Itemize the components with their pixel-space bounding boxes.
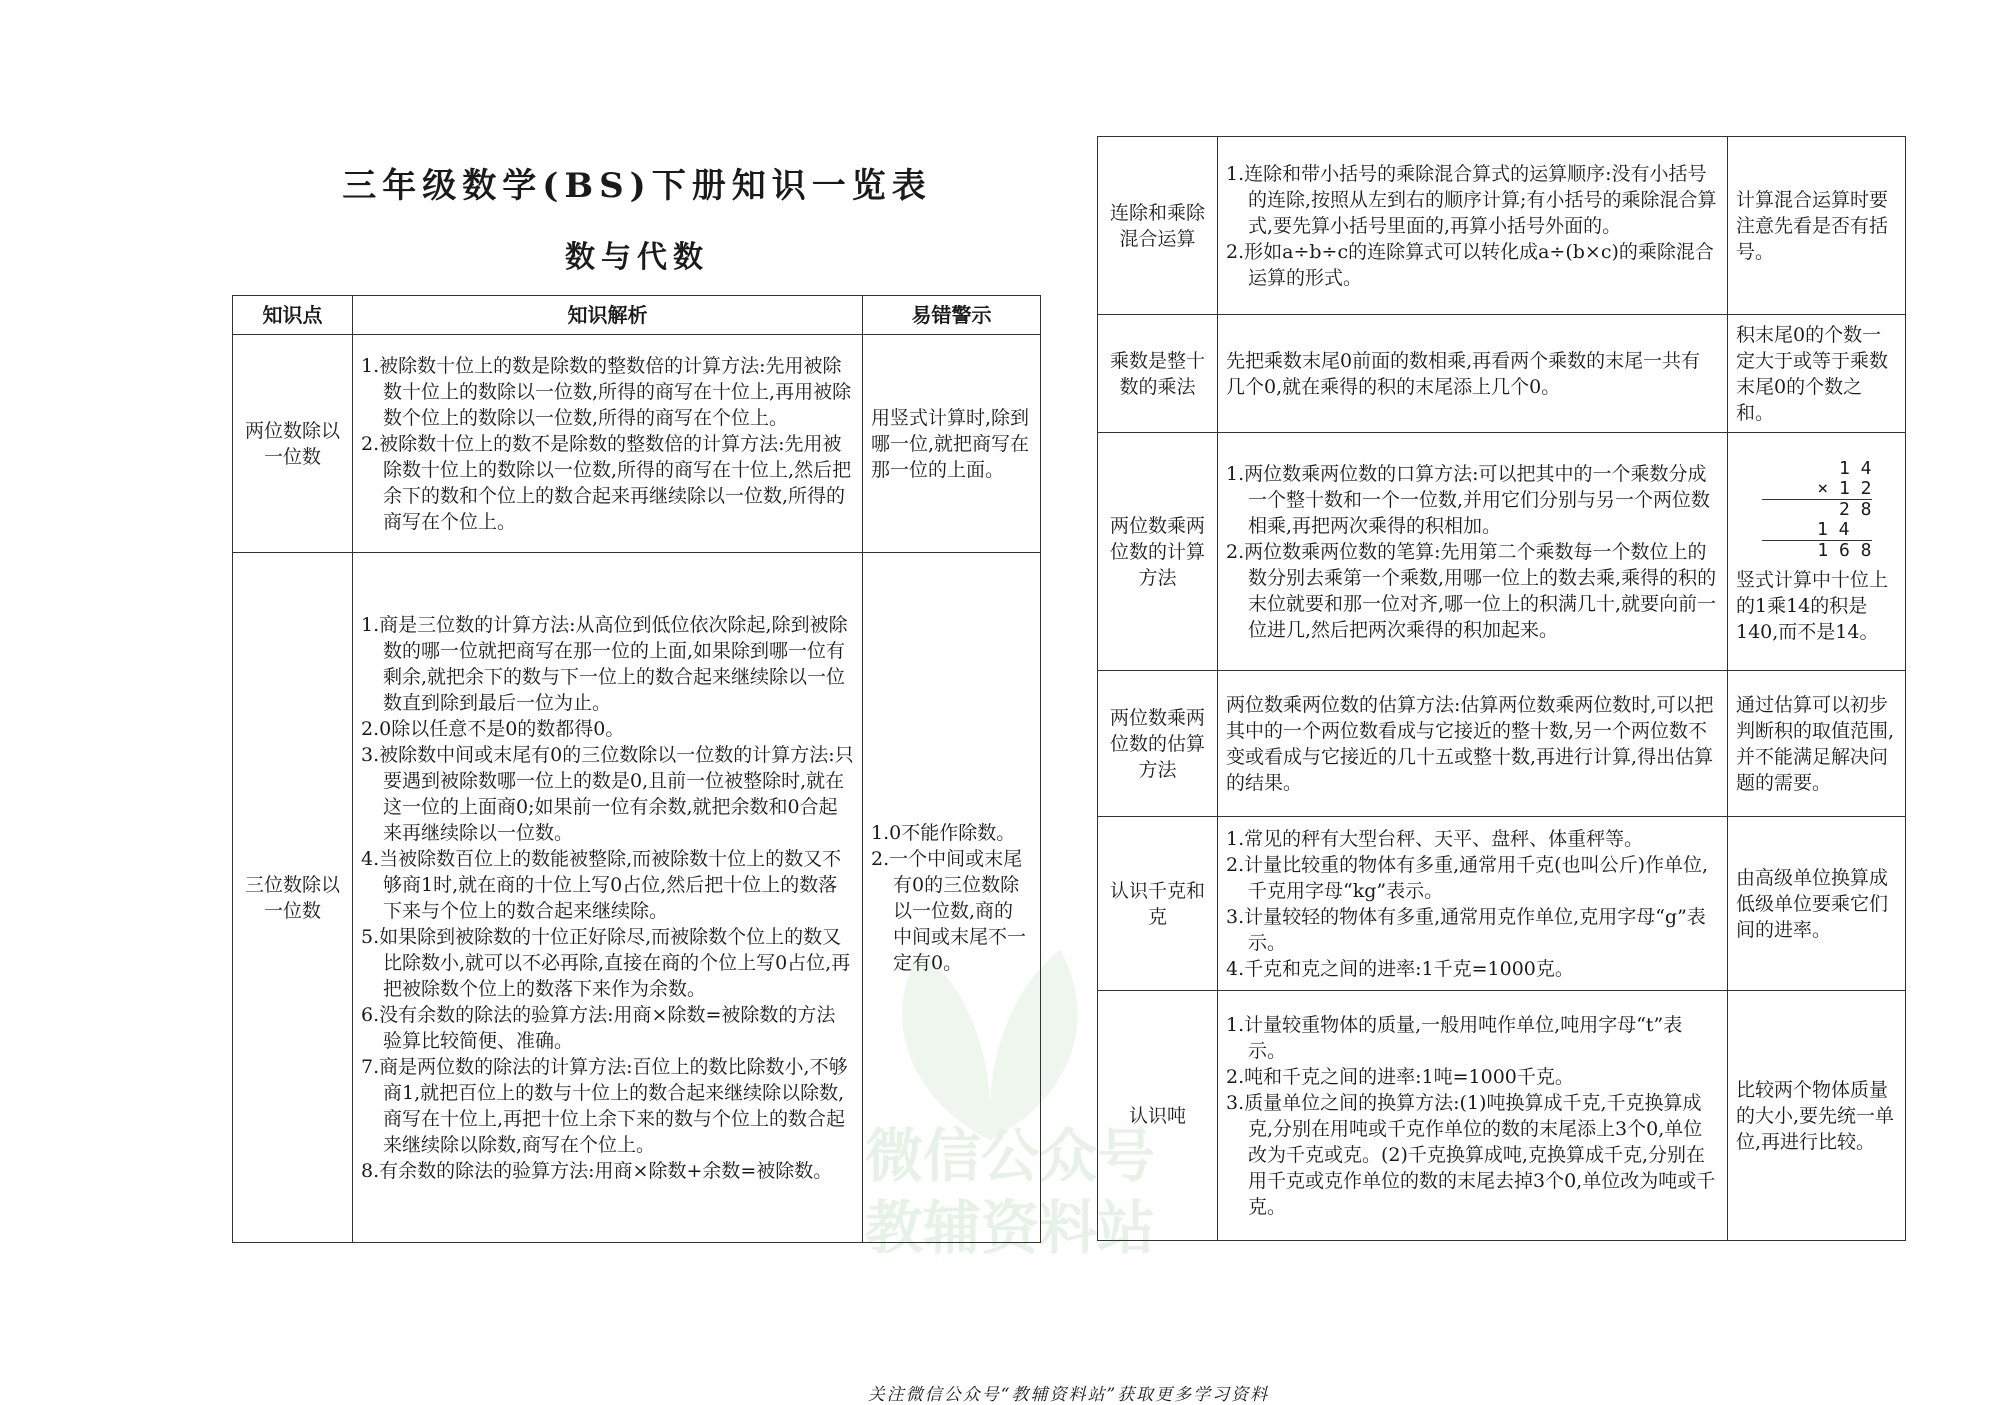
analysis-cell <box>1218 433 1728 671</box>
topic-cell: 认识千克和克 <box>1098 817 1218 991</box>
topic-cell: 连除和乘除混合运算 <box>1098 137 1218 315</box>
list-item: 1.0不能作除数。 <box>871 821 1016 844</box>
warning-cell: 通过估算可以初步判断积的取值范围,并不能满足解决问题的需要。 <box>1728 671 1906 817</box>
table-row <box>1098 671 1906 817</box>
footer-note: 关注微信公众号“教辅资料站”获取更多学习资料 <box>867 1385 1270 1405</box>
calc-line: × 1 2 <box>1762 479 1872 500</box>
analysis-cell <box>1218 137 1728 315</box>
list-item: 3.质量单位之间的换算方法:(1)吨换算成千克,千克换算成克,分别在用吨或千克作单位的数的末尾添上3个0,单位改为千克或克。(2)千克换算成吨,克换算成千克,分别在用千克或克作单位的数的末尾去掉3个0,单位改为吨或千克。 <box>1226 1091 1716 1218</box>
watermark-line2: 教辅资料站 <box>864 1194 1155 1262</box>
list-item: 2.两位数乘两位数的笔算:先用第二个乘数每一个数位上的数分别去乘第一个乘数,用哪一位上的数去乘,乘得的积的末位就要和那一位对齐,哪一位上的积满几十,就要向前一位进几,然后把两次乘得的积加起来。 <box>1226 540 1717 641</box>
analysis-cell: 先把乘数末尾0前面的数相乘,再看两个乘数的末尾一共有几个0,就在乘得的积的末尾添上几个0。 <box>1218 315 1728 433</box>
list-item: 3.计量较轻的物体有多重,通常用克作单位,克用字母“g”表示。 <box>1226 905 1706 954</box>
section-title: 数与代数 <box>565 240 709 275</box>
list-item: 2.形如a÷b÷c的连除算式可以转化成a÷(b×c)的乘除混合运算的形式。 <box>1226 240 1714 289</box>
list-item: 6.没有余数的除法的验算方法:用商×除数=被除数的方法验算比较简便、准确。 <box>361 1003 836 1052</box>
list-item: 1.连除和带小括号的乘除混合算式的运算顺序:没有小括号的连除,按照从左到右的顺序计算;有小括号的乘除混合算式,要先算小括号里面的,再算小括号外面的。 <box>1226 162 1717 237</box>
list-item: 1.常见的秤有大型台秤、天平、盘秤、体重秤等。 <box>1226 827 1644 850</box>
list-item: 8.有余数的除法的验算方法:用商×除数+余数=被除数。 <box>361 1159 833 1182</box>
table-row <box>233 553 1041 1243</box>
table-row <box>1098 433 1906 671</box>
knowledge-table-left <box>232 295 1041 1243</box>
warning-cell: 计算混合运算时要注意先看是否有括号。 <box>1728 137 1906 315</box>
calc-line: 2 8 <box>1838 498 1872 520</box>
watermark-line1: 微信公众号 <box>864 1122 1155 1190</box>
vertical-multiplication <box>1762 459 1872 561</box>
topic-cell: 乘数是整十数的乘法 <box>1098 315 1218 433</box>
table-row <box>1098 817 1906 991</box>
warning-text: 竖式计算中十位上的1乘14的积是140,而不是14。 <box>1736 568 1889 643</box>
calc-line: 1 4 <box>1838 457 1872 479</box>
list-item: 5.如果除到被除数的十位正好除尽,而被除数个位上的数又比除数小,就可以不必再除,直接在商的个位上写0占位,再把被除数个位上的数落下来作为余数。 <box>361 925 851 1000</box>
analysis-cell <box>353 553 863 1243</box>
header-analysis: 知识解析 <box>353 296 863 335</box>
list-item: 1.被除数十位上的数是除数的整数倍的计算方法:先用被除数十位上的数除以一位数,所得的商写在十位上,再用被除数个位上的数除以一位数,所得的商写在个位上。 <box>361 354 852 429</box>
warning-cell: 由高级单位换算成低级单位要乘它们间的进率。 <box>1728 817 1906 991</box>
topic-cell: 三位数除以一位数 <box>233 553 353 1243</box>
warning-cell <box>1728 433 1906 671</box>
warning-cell <box>863 553 1041 1243</box>
header-warning: 易错警示 <box>863 296 1041 335</box>
list-item: 2.一个中间或末尾有0的三位数除以一位数,商的中间或末尾不一定有0。 <box>871 847 1027 974</box>
list-item: 3.被除数中间或末尾有0的三位数除以一位数的计算方法:只要遇到被除数哪一位上的数是0,且前一位被整除时,就在这一位的上面商0;如果前一位有余数,就把余数和0合起来再继续除以一位数。 <box>361 743 854 844</box>
warning-cell: 积末尾0的个数一定大于或等于乘数末尾0的个数之和。 <box>1728 315 1906 433</box>
list-item: 2.计量比较重的物体有多重,通常用千克(也叫公斤)作单位,千克用字母“kg”表示。 <box>1226 853 1709 902</box>
list-item: 1.两位数乘两位数的口算方法:可以把其中的一个乘数分成一个整十数和一个一位数,并用它们分别与另一个两位数相乘,再把两次乘得的积相加。 <box>1226 462 1711 537</box>
table-row <box>1098 315 1906 433</box>
list-item: 2.吨和千克之间的进率:1吨=1000千克。 <box>1226 1065 1574 1088</box>
analysis-cell <box>353 335 863 553</box>
list-item: 4.千克和克之间的进率:1千克=1000克。 <box>1226 957 1574 980</box>
topic-cell: 两位数乘两位数的计算方法 <box>1098 433 1218 671</box>
topic-cell: 两位数除以一位数 <box>233 335 353 553</box>
table-row <box>1098 991 1906 1241</box>
table-row <box>233 335 1041 553</box>
calc-line: 1 4 <box>1762 520 1872 541</box>
list-item: 4.当被除数百位上的数能被整除,而被除数十位上的数又不够商1时,就在商的十位上写0占位,然后把十位上的数落下来与个位上的数合起来继续除。 <box>361 847 842 922</box>
table-row <box>1098 137 1906 315</box>
topic-cell: 两位数乘两位数的估算方法 <box>1098 671 1218 817</box>
warning-cell: 比较两个物体质量的大小,要先统一单位,再进行比较。 <box>1728 991 1906 1241</box>
page-title: 三年级数学(BS)下册知识一览表 <box>342 166 932 206</box>
knowledge-table-right <box>1097 136 1906 1241</box>
analysis-cell <box>1218 991 1728 1241</box>
calc-line: 1 6 8 <box>1817 539 1872 561</box>
analysis-cell <box>1218 817 1728 991</box>
topic-cell: 认识吨 <box>1098 991 1218 1241</box>
list-item: 7.商是两位数的除法的计算方法:百位上的数比除数小,不够商1,就把百位上的数与十位上的数合起来继续除以除数,商写在十位上,再把十位上余下来的数与个位上的数合起来继续除以除数,商写在个位上。 <box>361 1055 848 1156</box>
analysis-cell: 两位数乘两位数的估算方法:估算两位数乘两位数时,可以把其中的一个两位数看成与它接近的整十数,另一个两位数不变或看成与它接近的几十五或整十数,再进行计算,得出估算的结果。 <box>1218 671 1728 817</box>
list-item: 1.商是三位数的计算方法:从高位到低位依次除起,除到被除数的哪一位就把商写在那一位的上面,如果除到哪一位有剩余,就把余下的数与下一位上的数合起来继续除以一位数直到除到最后一位为止。 <box>361 613 848 714</box>
table-header-row <box>233 296 1041 335</box>
header-topic: 知识点 <box>233 296 353 335</box>
list-item: 2.被除数十位上的数不是除数的整数倍的计算方法:先用被除数十位上的数除以一位数,所得的商写在十位上,然后把余下的数和个位上的数合起来再继续除以一位数,所得的商写在个位上。 <box>361 432 852 533</box>
warning-cell: 用竖式计算时,除到哪一位,就把商写在那一位的上面。 <box>863 335 1041 553</box>
list-item: 2.0除以任意不是0的数都得0。 <box>361 717 625 740</box>
list-item: 1.计量较重物体的质量,一般用吨作单位,吨用字母“t”表示。 <box>1226 1013 1683 1062</box>
